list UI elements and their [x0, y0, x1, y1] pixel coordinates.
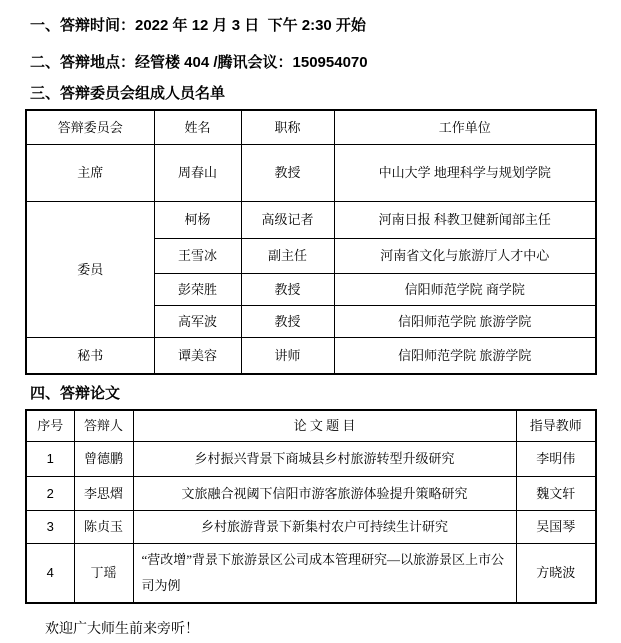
column-header-advisor: 指导教师 — [516, 410, 596, 441]
student-cell: 丁瑶 — [74, 543, 133, 603]
no-cell: 4 — [26, 543, 74, 603]
table-row — [26, 201, 596, 238]
name-cell: 王雪冰 — [154, 238, 241, 273]
title-cell: 讲师 — [241, 337, 334, 374]
name-cell: 彭荣胜 — [154, 273, 241, 305]
heading-defense-theses: 四、答辩论文 — [30, 385, 121, 402]
no-cell: 2 — [26, 476, 74, 510]
unit-cell: 河南省文化与旅游厅人才中心 — [334, 238, 596, 273]
advisor-cell: 吴国琴 — [516, 510, 596, 543]
column-header-committee: 答辩委员会 — [26, 110, 154, 144]
table-row — [26, 337, 596, 374]
unit-cell: 信阳师范学院 旅游学院 — [334, 305, 596, 337]
committee-table — [25, 109, 597, 375]
column-header-student: 答辩人 — [74, 410, 133, 441]
student-cell: 李思熠 — [74, 476, 133, 510]
column-header-no: 序号 — [26, 410, 74, 441]
name-cell: 高军波 — [154, 305, 241, 337]
unit-cell: 河南日报 科教卫健新闻部主任 — [334, 201, 596, 238]
heading-defense-location: 二、答辩地点：经管楼 404 /腾讯会议：150954070 — [30, 54, 368, 71]
role-cell: 委员 — [26, 201, 154, 337]
thesis-table — [25, 409, 597, 604]
thesis-title-cell: 乡村振兴背景下商城县乡村旅游转型升级研究 — [133, 441, 516, 476]
column-header-name: 姓名 — [154, 110, 241, 144]
title-cell: 教授 — [241, 273, 334, 305]
title-cell: 高级记者 — [241, 201, 334, 238]
advisor-cell: 方晓波 — [516, 543, 596, 603]
table-row — [26, 144, 596, 201]
student-cell: 曾德鹏 — [74, 441, 133, 476]
welcome-note: 欢迎广大师生前来旁听！ — [45, 622, 199, 637]
column-header-unit: 工作单位 — [334, 110, 596, 144]
advisor-cell: 魏文轩 — [516, 476, 596, 510]
table-header-row — [26, 110, 596, 144]
table-row — [26, 441, 596, 476]
title-cell: 教授 — [241, 305, 334, 337]
heading-defense-time: 一、答辩时间：2022 年 12 月 3 日 下午 2:30 开始 — [30, 17, 366, 34]
column-header-thesis-title: 论 文 题 目 — [133, 410, 516, 441]
unit-cell: 信阳师范学院 商学院 — [334, 273, 596, 305]
title-cell: 教授 — [241, 144, 334, 201]
no-cell: 3 — [26, 510, 74, 543]
role-cell: 主席 — [26, 144, 154, 201]
table-row — [26, 543, 596, 603]
advisor-cell: 李明伟 — [516, 441, 596, 476]
name-cell: 谭美容 — [154, 337, 241, 374]
name-cell: 柯杨 — [154, 201, 241, 238]
thesis-title-cell: “营改增”背景下旅游景区公司成本管理研究—以旅游景区上市公司为例 — [133, 543, 516, 603]
table-row — [26, 476, 596, 510]
title-cell: 副主任 — [241, 238, 334, 273]
column-header-title: 职称 — [241, 110, 334, 144]
table-header-row — [26, 410, 596, 441]
name-cell: 周春山 — [154, 144, 241, 201]
unit-cell: 信阳师范学院 旅游学院 — [334, 337, 596, 374]
student-cell: 陈贞玉 — [74, 510, 133, 543]
unit-cell: 中山大学 地理科学与规划学院 — [334, 144, 596, 201]
thesis-title-cell: 乡村旅游背景下新集村农户可持续生计研究 — [133, 510, 516, 543]
heading-committee-list: 三、答辩委员会组成人员名单 — [30, 85, 226, 102]
table-row — [26, 510, 596, 543]
role-cell: 秘书 — [26, 337, 154, 374]
thesis-title-cell: 文旅融合视阈下信阳市游客旅游体验提升策略研究 — [133, 476, 516, 510]
no-cell: 1 — [26, 441, 74, 476]
